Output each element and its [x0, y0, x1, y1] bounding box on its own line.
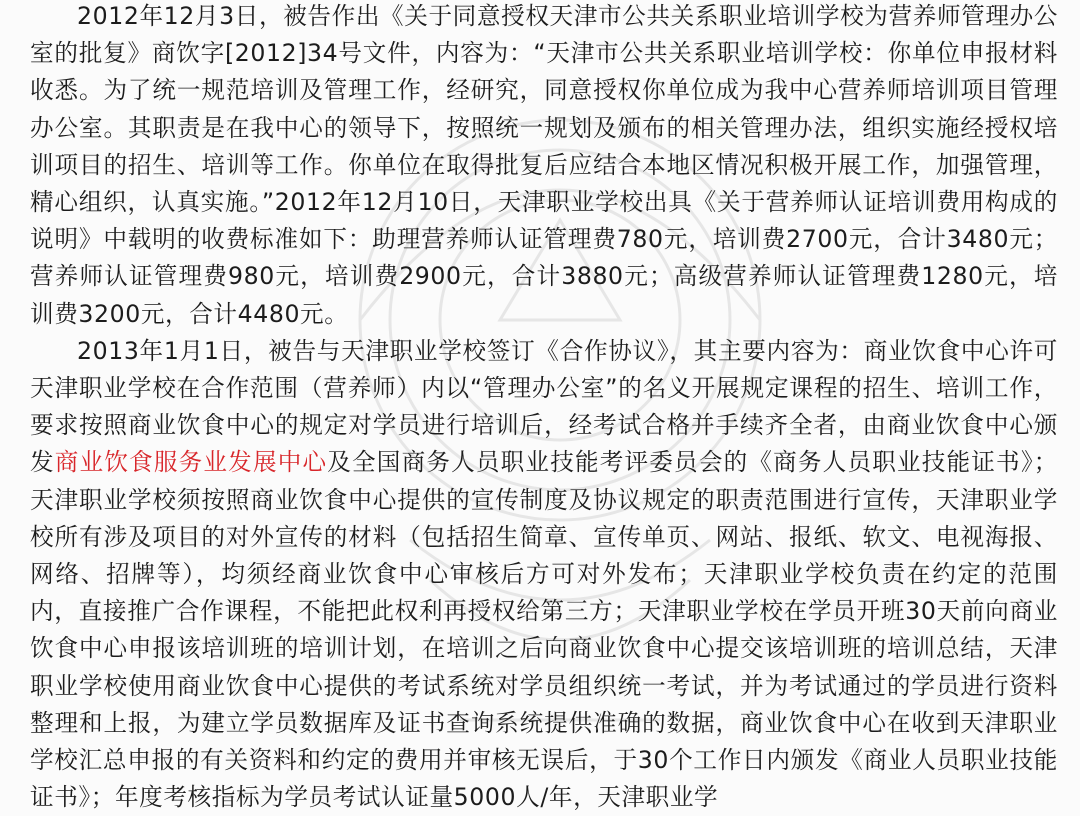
paragraph-1 [30, 0, 1058, 333]
paragraph-2-text-after: 及全国商务人员职业技能考评委员会的《商务人员职业技能证书》；天津职业学校须按照商业饮食中心提供的宣传制度及协议规定的职责范围进行宣传，天津职业学校所有涉及项目的对外宣传的材料（包括招生简章、宣传单页、网站、报纸、软文、电视海报、网络、招牌等），均须经商业饮食中心审核后方可对外发布；天津职业学校负责在约定的范围内，直接推广合作课程，不能把此权利再授权给第三方；天津职业学校在学员开班30天前向商业饮食中心申报该培训班的培训计划，在培训之后向商业饮食中心提交该培训班的培训总结，天津职业学校使用商业饮食中心提供的考试系统对学员组织统一考试，并为考试通过的学员进行资料整理和上报，为建立学员数据库及证书查询系统提供准确的数据，商业饮食中心在收到天津职业学校汇总申报的有关资料和约定的费用并审核无误后，于30个工作日内颁发《商业人员职业技能证书》；年度考核指标为学员考试认证量5000人/年，天津职业学 [30, 448, 1058, 812]
highlighted-organization-name: 商业饮食服务业发展中心 [54, 448, 328, 477]
paragraph-1-text: 2012年12月3日，被告作出《关于同意授权天津市公共关系职业培训学校为营养师管理办公室的批复》商饮字[2012]34号文件，内容为：“天津市公共关系职业培训学校：你单位申报材料收悉。为了统一规范培训及管理工作，经研究，同意授权你单位成为我中心营养师培训项目管理办公室。其职责是在我中心的领导下，按照统一规划及颁布的相关管理办法，组织实施经授权培训项目的招生、培训等工作。你单位在取得批复后应结合本地区情况积极开展工作，加强管理，精心组织，认真实施。”2012年12月10日，天津职业学校出具《关于营养师认证培训费用构成的说明》中载明的收费标准如下：助理营养师认证管理费780元，培训费2700元，合计3480元；营养师认证管理费980元，培训费2900元，合计3880元；高级营养师认证管理费1280元，培训费3200元，合计4480元。 [30, 2, 1058, 328]
paragraph-2 [30, 333, 1058, 816]
paragraph-2-text-before: 2013年1月1日，被告与天津职业学校签订《合作协议》，其主要内容为：商业饮食中心许可天津职业学校在合作范围（营养师）内以“管理办公室”的名义开展规定课程的招生、培训工作，要求按照商业饮食中心的规定对学员进行培训后，经考试合格并手续齐全者，由商业饮食中心颁发 [30, 336, 1058, 477]
